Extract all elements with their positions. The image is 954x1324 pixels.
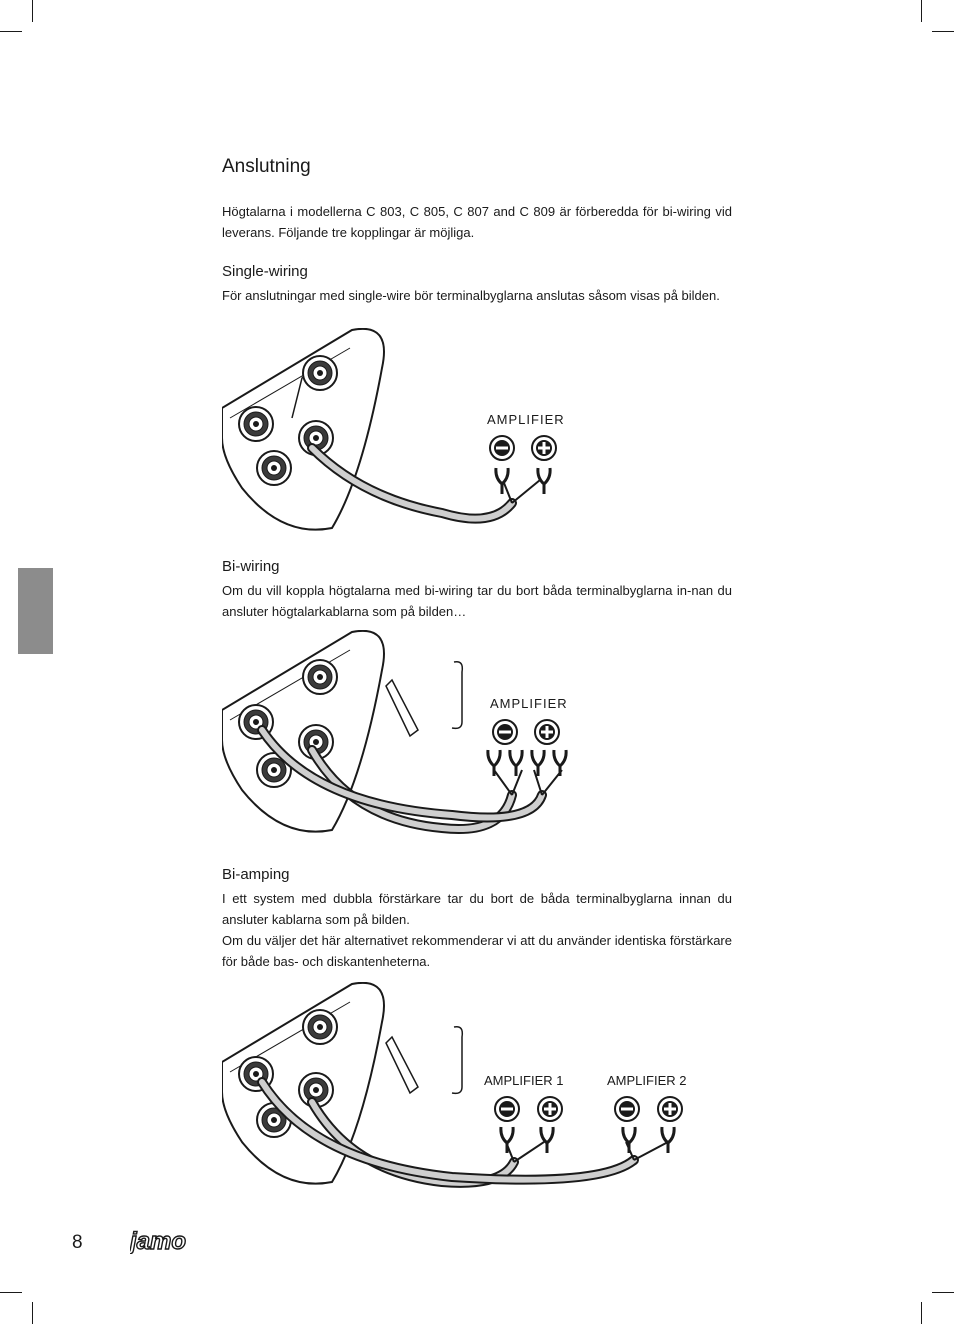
minus-terminal-icon — [615, 1097, 639, 1121]
amplifier-label: AMPLIFIER — [490, 696, 568, 711]
binding-post-icon — [303, 356, 337, 390]
spade-connector-icon — [662, 1127, 674, 1153]
spade-connector-icon — [501, 1127, 513, 1153]
terminal-jumper — [386, 1037, 418, 1093]
page-number: 8 — [72, 1232, 83, 1253]
spade-connector-icon — [541, 1127, 553, 1153]
amplifier-1-label: AMPLIFIER 1 — [484, 1073, 564, 1088]
spade-connector-icon — [554, 750, 566, 776]
intro-text: Högtalarna i modellerna C 803, C 805, C 807 and C 809 är förberedda för bi-wiring vid leverans. Följande tre kopplingar är möjliga. — [222, 204, 732, 240]
binding-post-icon — [239, 407, 273, 441]
bi-wiring-diagram — [222, 630, 742, 842]
plus-terminal-icon — [658, 1097, 682, 1121]
jamo-logo — [130, 1230, 210, 1259]
terminal-jumper — [452, 662, 462, 729]
binding-post-icon — [303, 1010, 337, 1044]
page-title: Anslutning — [222, 156, 311, 177]
single-wiring-diagram — [222, 328, 742, 540]
terminal-jumper — [452, 1027, 462, 1094]
minus-terminal-icon — [495, 1097, 519, 1121]
svg-text:jamo: jamo — [130, 1230, 187, 1254]
minus-terminal-icon — [493, 720, 517, 744]
terminal-jumper — [386, 680, 418, 736]
crop-mark — [921, 1302, 922, 1324]
crop-mark — [32, 1302, 33, 1324]
spade-connector-icon — [623, 1127, 635, 1153]
binding-post-icon — [257, 451, 291, 485]
amplifier-label: AMPLIFIER — [487, 412, 565, 427]
plus-terminal-icon — [532, 436, 556, 460]
spade-connector-icon — [538, 468, 550, 494]
bi-amping-text: I ett system med dubbla förstärkare tar du bort de båda terminalbyglarna innan du ansluter kablarna som på bilden. — [222, 891, 732, 927]
crop-mark — [932, 1292, 954, 1293]
plus-terminal-icon — [538, 1097, 562, 1121]
amplifier-2-label: AMPLIFIER 2 — [607, 1073, 687, 1088]
single-wiring-heading: Single-wiring — [222, 263, 308, 280]
bi-amping-text-2: Om du väljer det här alternativet rekommenderar vi att du använder identiska förstärkare för både bas- och diskantenheterna. — [222, 933, 732, 969]
crop-mark — [32, 0, 33, 22]
chapter-tab — [18, 568, 53, 654]
bi-wiring-heading: Bi-wiring — [222, 558, 280, 575]
minus-terminal-icon — [490, 436, 514, 460]
crop-mark — [0, 1292, 22, 1293]
spade-connector-icon — [488, 750, 500, 776]
bi-amping-diagram — [222, 982, 742, 1194]
crop-mark — [932, 31, 954, 32]
bi-wiring-text: Om du vill koppla högtalarna med bi-wiring tar du bort båda terminalbyglarna in-nan du ansluter högtalarkablarna som på bilden… — [222, 583, 732, 619]
crop-mark — [0, 31, 22, 32]
bi-amping-heading: Bi-amping — [222, 866, 290, 883]
plus-terminal-icon — [535, 720, 559, 744]
binding-post-icon — [303, 660, 337, 694]
single-wiring-text: För anslutningar med single-wire bör terminalbyglarna anslutas såsom visas på bilden. — [222, 288, 720, 303]
crop-mark — [921, 0, 922, 22]
